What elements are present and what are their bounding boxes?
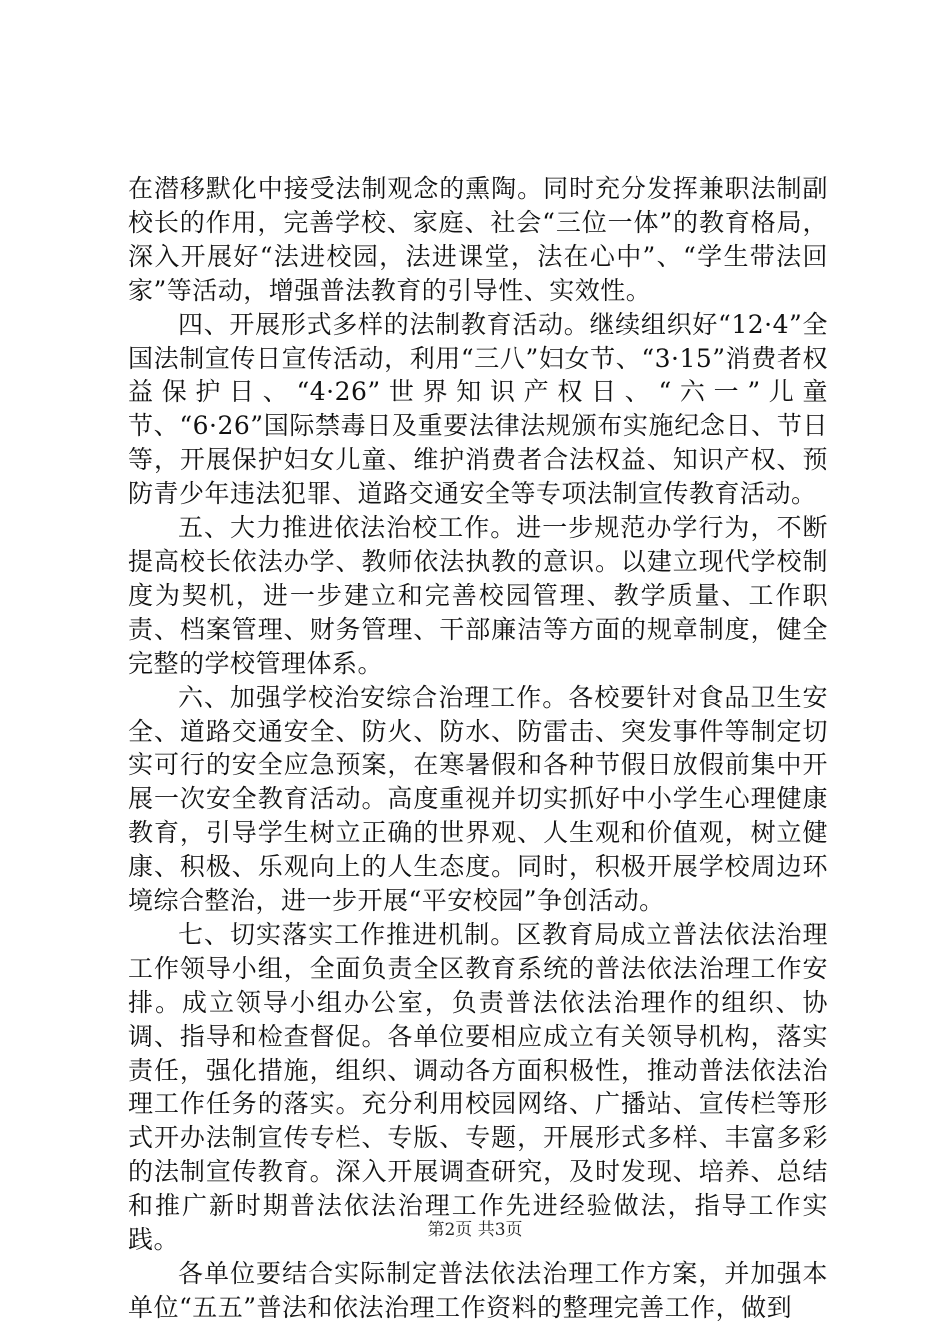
document-body <box>128 172 828 1325</box>
page-footer: 第2页 共3页 <box>427 1220 523 1240</box>
paragraph-closing: 各单位要结合实际制定普法依法治理工作方案，并加强本单位“五五”普法和依法治理工作资料的整理完善工作，做到 <box>128 1259 828 1322</box>
paragraph-section-7: 七、切实落实工作推进机制。区教育局成立普法依法治理工作领导小组，全面负责全区教育系统的普法依法治理工作安排。成立领导小组办公室，负责普法依法治理作的组织、协调、指导和检查督促。各单位要相应成立有关领导机构，落实责任，强化措施，组织、调动各方面积极性，推动普法依法治理工作任务的落实。充分利用校园网络、广播站、宣传栏等形式开办法制宣传专栏、专版、专题，开展形式多样、丰富多彩的法制宣传教育。深入开展调查研究，及时发现、培养、总结和推广新时期普法依法治理工作先进经验做法，指导工作实践。 <box>128 919 828 1255</box>
paragraph-continued: 在潜移默化中接受法制观念的熏陶。同时充分发挥兼职法制副校长的作用，完善学校、家庭、社会“三位一体”的教育格局，深入开展好“法进校园，法进课堂，法在心中”、“学生带法回家”等活动，增强普法教育的引导性、实效性。 <box>128 174 828 305</box>
paragraph-section-4: 四、开展形式多样的法制教育活动。继续组织好“12·4”全国法制宣传日宣传活动，利用“三八”妇女节、“3·15”消费者权益保护日、“4·26”世界知识产权日、“六一”儿童节、“6·26”国际禁毒日及重要法律法规颁布实施纪念日、节日等，开展保护妇女儿童、维护消费者合法权益、知识产权、预防青少年违法犯罪、道路交通安全等专项法制宣传教育活动。 <box>128 309 828 509</box>
paragraph-section-5: 五、大力推进依法治校工作。进一步规范办学行为，不断提高校长依法办学、教师依法执教的意识。以建立现代学校制度为契机，进一步建立和完善校园管理、教学质量、工作职责、档案管理、财务管理、干部廉洁等方面的规章制度，健全完整的学校管理体系。 <box>128 513 828 678</box>
paragraph-section-6: 六、加强学校治安综合治理工作。各校要针对食品卫生安全、道路交通安全、防火、防水、防雷击、突发事件等制定切实可行的安全应急预案，在寒暑假和各种节假日放假前集中开展一次安全教育活动。高度重视并切实抓好中小学生心理健康教育，引导学生树立正确的世界观、人生观和价值观，树立健康、积极、乐观向上的人生态度。同时，积极开展学校周边环境综合整治，进一步开展“平安校园”争创活动。 <box>128 682 828 916</box>
